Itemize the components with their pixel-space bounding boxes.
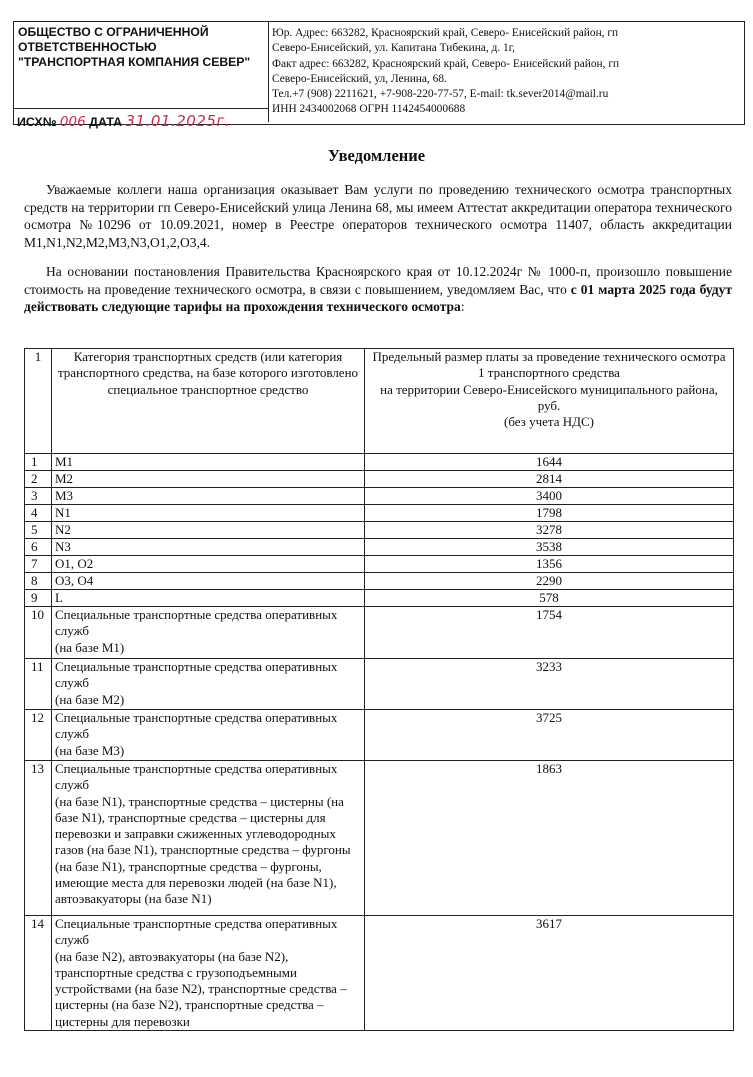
row-price: 1754 (365, 607, 734, 659)
outgoing-label: ИСХ№ (17, 115, 57, 129)
row-num: 1 (25, 454, 52, 471)
row-category (52, 607, 365, 659)
header-price-line: на территории Северо-Енисейского муниципального района, руб. (380, 381, 718, 413)
row-num: 4 (25, 505, 52, 522)
row-num: 9 (25, 590, 52, 607)
row-price: 1644 (365, 454, 734, 471)
row-category-line: (на базе N2), автоэвакуаторы (на базе N2), транспортные средства с грузоподъемными устройствами (на базе N2), транспортные средства – цистерны (на базе N2), транспортные средства – цистерны для перевозки (55, 948, 347, 1029)
row-price: 1863 (365, 761, 734, 916)
table-row (25, 761, 734, 916)
outgoing-reference (17, 112, 230, 130)
intro-text: Уважаемые коллеги наша организация оказывает Вам услуги по проведению технического осмотра транспортных средств на территории гп Северо-Енисейский улица Ленина 68, мы имеем Аттестат аккредитации оператора технического осмотра №10296 от 10.09.2021, номер в Реестре операторов технического осмотра 11407, область аккредитации М1,N1,N2,M2,M3,N3,O1,2,O3,4. (24, 182, 732, 250)
table-row (25, 590, 734, 607)
legal-address-line: Юр. Адрес: 663282, Красноярский край, Северо- Енисейский район, гп (272, 27, 619, 39)
intro-paragraph (24, 181, 732, 251)
row-price: 3538 (365, 539, 734, 556)
row-price: 1798 (365, 505, 734, 522)
contact-block (272, 26, 742, 118)
row-category (52, 710, 365, 761)
row-category (52, 916, 365, 1031)
row-price: 578 (365, 590, 734, 607)
row-category (52, 659, 365, 710)
row-price: 1356 (365, 556, 734, 573)
row-price: 3725 (365, 710, 734, 761)
company-block (14, 22, 269, 130)
row-category-line: (на базе M1) (55, 639, 125, 655)
notice-bold-text: с 01 марта 2025 года будут действовать следующие тарифы на прохождения технического осмотра (24, 281, 732, 314)
table-row (25, 522, 734, 539)
document-title: Уведомление (327, 146, 426, 165)
row-price: 3233 (365, 659, 734, 710)
row-num: 2 (25, 471, 52, 488)
notice-end: : (460, 299, 465, 314)
row-price: 3278 (365, 522, 734, 539)
row-num: 13 (25, 761, 52, 916)
row-num: 6 (25, 539, 52, 556)
row-price: 3400 (365, 488, 734, 505)
divider (14, 108, 268, 109)
row-num: 7 (25, 556, 52, 573)
row-category-line: Специальные транспортные средства оперативных служб (55, 710, 338, 742)
company-name: ОБЩЕСТВО С ОГРАНИЧЕННОЙ ОТВЕТСТВЕННОСТЬЮ "ТРАНСПОРТНАЯ КОМПАНИЯ СЕВЕР" (18, 25, 251, 69)
table-row (25, 573, 734, 590)
table-header-row (25, 349, 734, 454)
row-category: O3, O4 (52, 573, 365, 590)
row-num: 3 (25, 488, 52, 505)
row-category: N2 (52, 522, 365, 539)
header-price-line: Предельный размер платы за проведение технического осмотра (372, 349, 726, 364)
letterhead (13, 21, 745, 130)
row-category-line: Специальные транспортные средства оперативных служб (55, 761, 338, 793)
row-category-line: (на базе M2) (55, 691, 125, 707)
row-category-line: Специальные транспортные средства оперативных служб (55, 607, 338, 639)
table-row (25, 488, 734, 505)
row-num: 5 (25, 522, 52, 539)
table-row (25, 659, 734, 710)
row-num: 12 (25, 710, 52, 761)
header-category: Категория транспортных средств (или категория транспортного средства, на базе которого изготовлено специальное транспортное средство (52, 349, 365, 454)
row-price: 2290 (365, 573, 734, 590)
notice-paragraph (24, 263, 732, 316)
date-value: 31.01.2025г. (125, 112, 231, 130)
row-num: 14 (25, 916, 52, 1031)
row-category: M3 (52, 488, 365, 505)
row-category: M1 (52, 454, 365, 471)
inn-ogrn-line: ИНН 2434002068 ОГРН 1142454000688 (272, 103, 466, 116)
row-price: 3617 (365, 916, 734, 1031)
row-category-line: (на базе M3) (55, 742, 125, 758)
table-row (25, 607, 734, 659)
table-row (25, 454, 734, 471)
actual-address-line: Факт адрес: 663282, Красноярский край, Северо- Енисейский район, гп (272, 57, 620, 70)
legal-address-line: Северо-Енисейский, ул. Капитана Тибекина, д. 1г, (272, 42, 515, 55)
notice-text: На основании постановления Правительства Красноярского края от 10.12.2024г № 1000-п, произошло повышение стоимость на проведение технического осмотра, в связи с повышением, уведомляем Вас, что (24, 264, 732, 297)
header-num: 1 (25, 349, 52, 454)
row-num: 11 (25, 659, 52, 710)
table-row (25, 916, 734, 1031)
header-price (365, 349, 734, 454)
actual-address-line: Северо-Енисейский, ул, Ленина, 68. (272, 72, 447, 85)
header-price-line: (без учета НДС) (503, 414, 594, 430)
date-label: ДАТА (89, 115, 123, 129)
row-price: 2814 (365, 471, 734, 488)
header-price-line: 1 транспортного средства (478, 365, 620, 381)
row-category: N1 (52, 505, 365, 522)
row-category: L (52, 590, 365, 607)
row-category-line: Специальные транспортные средства оперативных служб (55, 916, 338, 948)
row-category-line: (на базе N1), транспортные средства – цистерны (на базе N1), транспортные средства – цистерны для перевозки и заправки сжиженных углеводородных газов (на базе N1), транспортные средства – фургоны (на базе N1), транспортные средства – фургоны, имеющие места для перевозки людей (на базе N1), автоэвакуаторы (на базе N1) (55, 793, 351, 907)
tariff-table (24, 348, 734, 1031)
outgoing-number: 006 (59, 114, 86, 130)
phone-email-line: Тел.+7 (908) 2211621, +7-908-220-77-57, E-mail: tk.sever2014@mail.ru (272, 88, 609, 101)
row-category: N3 (52, 539, 365, 556)
row-category: M2 (52, 471, 365, 488)
row-num: 8 (25, 573, 52, 590)
row-num: 10 (25, 607, 52, 659)
table-row (25, 471, 734, 488)
row-category-line: Специальные транспортные средства оперативных служб (55, 659, 338, 691)
row-category (52, 761, 365, 916)
table-row (25, 556, 734, 573)
table-row (25, 710, 734, 761)
table-row (25, 505, 734, 522)
row-category: O1, O2 (52, 556, 365, 573)
table-row (25, 539, 734, 556)
